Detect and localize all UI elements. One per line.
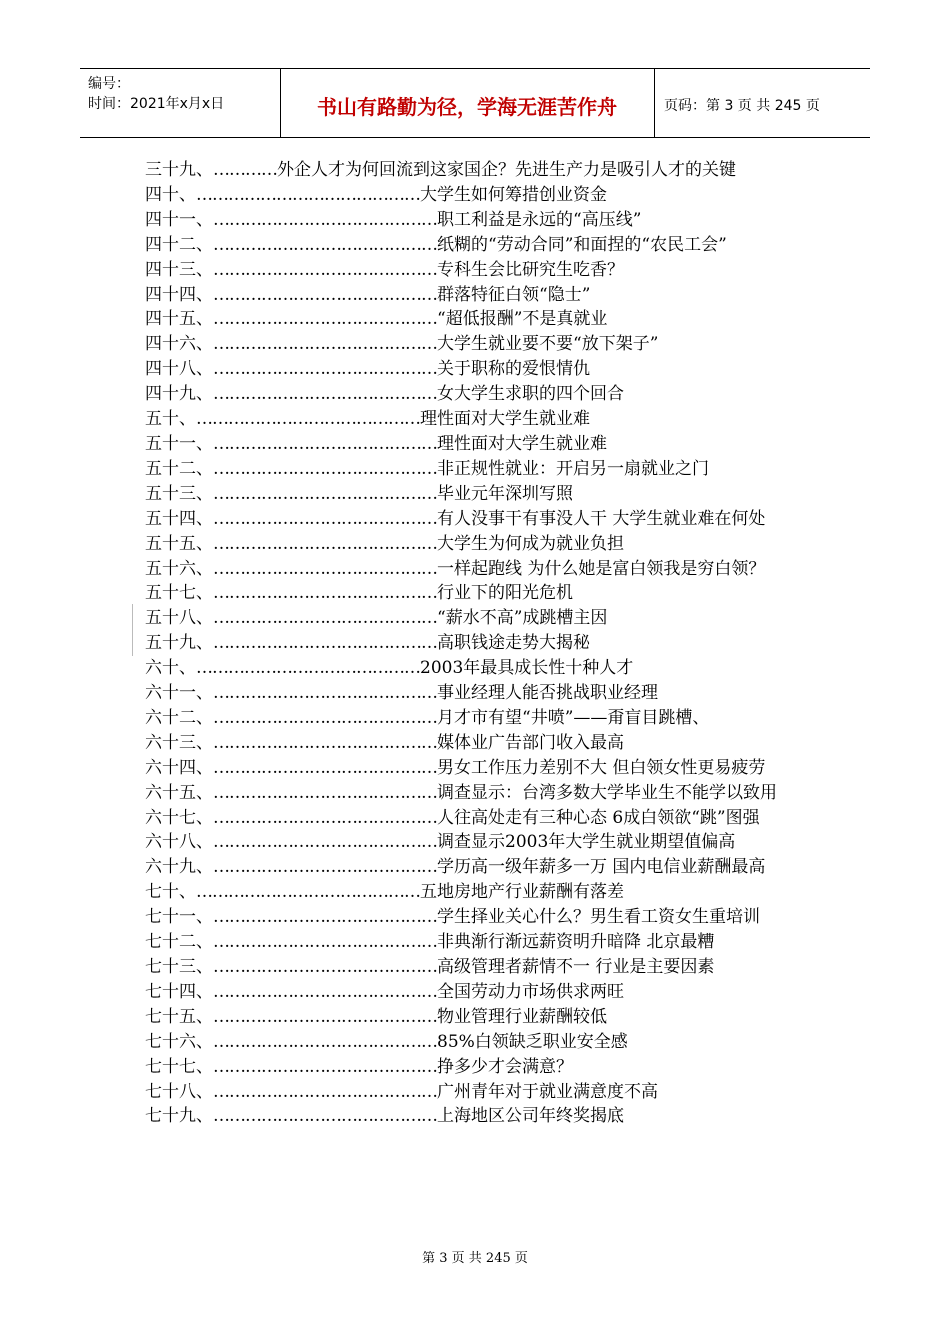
- toc-entry-number: 七十二、: [145, 932, 213, 953]
- toc-leader-dots: ……………………………………: [213, 732, 437, 753]
- toc-leader-dots: ……………………………………: [213, 433, 437, 454]
- toc-leader-dots: ……………………………………: [213, 981, 437, 1002]
- toc-entry-title: 全国劳动力市场供求两旺: [437, 981, 624, 1002]
- toc-entry[interactable]: [145, 731, 810, 756]
- toc-entry[interactable]: [145, 756, 810, 781]
- toc-entry-number: 六十一、: [145, 683, 213, 704]
- toc-entry-title: 有人没事干有事没人干 大学生就业难在何处: [437, 508, 766, 529]
- toc-entry[interactable]: [145, 332, 810, 357]
- toc-entry[interactable]: [145, 905, 810, 930]
- toc-entry-number: 四十四、: [145, 284, 213, 305]
- toc-entry[interactable]: [145, 382, 810, 407]
- toc-leader-dots: ……………………………………: [213, 1106, 437, 1127]
- toc-leader-dots: ……………………………………: [213, 757, 437, 778]
- toc-leader-dots: ……………………………………: [213, 334, 437, 355]
- toc-leader-dots: ……………………………………: [213, 359, 437, 380]
- toc-leader-dots: ……………………………………: [213, 832, 437, 853]
- toc-leader-dots: ……………………………………: [196, 882, 420, 903]
- toc-entry-number: 四十六、: [145, 334, 213, 355]
- toc-entry[interactable]: [145, 507, 810, 532]
- toc-leader-dots: ……………………………………: [213, 633, 437, 654]
- toc-entry-number: 六十三、: [145, 732, 213, 753]
- toc-leader-dots: ……………………………………: [213, 782, 437, 803]
- toc-entry[interactable]: [145, 158, 810, 183]
- toc-leader-dots: ……………………………………: [213, 209, 437, 230]
- toc-entry-number: 六十五、: [145, 782, 213, 803]
- toc-entry-number: 五十六、: [145, 558, 213, 579]
- toc-entry[interactable]: [145, 781, 810, 806]
- header-page-cell: [654, 69, 870, 137]
- toc-entry-number: 三十九、: [145, 160, 213, 180]
- toc-entry[interactable]: [145, 855, 810, 880]
- toc-entry-title: 大学生为何成为就业负担: [437, 533, 624, 554]
- toc-entry-title: 调查显示2003年大学生就业期望值偏高: [437, 832, 736, 853]
- toc-entry-title: 群落特征白领“隐士”: [437, 284, 591, 305]
- toc-entry[interactable]: [145, 930, 810, 955]
- toc-entry-title: 外企人才为何回流到这家国企？先进生产力是吸引人才的关键: [277, 160, 736, 180]
- toc-entry-number: 六十九、: [145, 857, 213, 878]
- toc-entry-number: 五十一、: [145, 433, 213, 454]
- toc-leader-dots: ……………………………………: [213, 1006, 437, 1027]
- toc-entry-title: 物业管理行业薪酬较低: [437, 1006, 607, 1027]
- toc-leader-dots: ……………………………………: [213, 384, 437, 405]
- toc-entry[interactable]: [145, 955, 810, 980]
- toc-entry[interactable]: [145, 233, 810, 258]
- toc-entry-title: 事业经理人能否挑战职业经理: [437, 683, 658, 704]
- toc-entry[interactable]: [145, 407, 810, 432]
- toc-entry-title: 广州青年对于就业满意度不高: [437, 1081, 658, 1102]
- toc-entry-title: 职工利益是永远的“高压线”: [437, 209, 642, 230]
- toc-leader-dots: ……………………………………: [196, 409, 420, 430]
- toc-entry-number: 五十八、: [145, 608, 213, 629]
- toc-entry-title: 挣多少才会满意？: [437, 1056, 573, 1077]
- toc-leader-dots: ……………………………………: [213, 957, 437, 977]
- toc-entry[interactable]: [145, 1005, 810, 1030]
- toc-entry[interactable]: [145, 606, 810, 631]
- toc-entry-title: “超低报酬”不是真就业: [437, 309, 608, 330]
- toc-entry-number: 六十八、: [145, 832, 213, 853]
- toc-entry-number: 五十五、: [145, 533, 213, 554]
- toc-entry-number: 七十九、: [145, 1106, 213, 1127]
- page-footer: 第 3 页 共 245 页: [422, 1251, 528, 1266]
- toc-leader-dots: ……………………………………: [213, 608, 437, 629]
- toc-entry-title: 大学生如何筹措创业资金: [420, 184, 607, 205]
- date-label: 时间：2021年x月x日: [88, 96, 225, 112]
- toc-entry-title: 理性面对大学生就业难: [420, 409, 590, 430]
- toc-entry[interactable]: [145, 307, 810, 332]
- toc-entry-title: “薪水不高”成跳槽主因: [437, 608, 608, 629]
- toc-leader-dots: …………: [213, 160, 277, 180]
- toc-entry[interactable]: [145, 183, 810, 208]
- toc-leader-dots: ……………………………………: [213, 458, 437, 479]
- toc-entry[interactable]: [145, 432, 810, 457]
- toc-entry-number: 四十三、: [145, 259, 213, 280]
- toc-entry[interactable]: [145, 208, 810, 233]
- toc-entry-number: 四十八、: [145, 359, 213, 380]
- toc-leader-dots: ……………………………………: [213, 932, 437, 953]
- toc-entry-number: 五十四、: [145, 508, 213, 529]
- toc-leader-dots: ……………………………………: [213, 857, 437, 878]
- toc-entry-number: 五十七、: [145, 583, 213, 604]
- toc-entry[interactable]: [145, 532, 810, 557]
- toc-entry-title: 大学生就业要不要“放下架子”: [437, 334, 659, 355]
- toc-entry[interactable]: [145, 1104, 810, 1129]
- toc-leader-dots: ……………………………………: [213, 259, 437, 280]
- toc-entry-number: 七十、: [145, 882, 196, 903]
- table-of-contents: [145, 158, 810, 1129]
- toc-leader-dots: ……………………………………: [213, 508, 437, 529]
- page-header: [80, 68, 870, 138]
- toc-entry[interactable]: [145, 357, 810, 382]
- toc-entry-number: 四十五、: [145, 309, 213, 330]
- toc-entry-title: 媒体业广告部门收入最高: [437, 732, 624, 753]
- toc-entry[interactable]: [145, 258, 810, 283]
- toc-entry-number: 六十二、: [145, 707, 213, 728]
- toc-entry[interactable]: [145, 681, 810, 706]
- code-label: 编号：: [88, 76, 130, 92]
- toc-leader-dots: ……………………………………: [213, 807, 437, 828]
- toc-entry[interactable]: [145, 880, 810, 905]
- toc-leader-dots: ……………………………………: [213, 284, 437, 305]
- toc-entry-number: 七十八、: [145, 1081, 213, 1102]
- page-info: 页码：第 3 页 共 245 页: [664, 98, 820, 114]
- toc-entry-title: 调查显示：台湾多数大学毕业生不能学以致用: [437, 782, 777, 803]
- toc-entry-title: 一样起跑线 为什么她是富白领我是穷白领？: [437, 558, 766, 579]
- toc-entry[interactable]: [145, 1055, 810, 1080]
- toc-leader-dots: ……………………………………: [213, 707, 437, 728]
- toc-leader-dots: ……………………………………: [213, 907, 437, 928]
- toc-entry-title: 专科生会比研究生吃香？: [437, 259, 624, 280]
- margin-mark: [132, 604, 133, 656]
- toc-entry-title: 关于职称的爱恨情仇: [437, 359, 590, 380]
- toc-entry-number: 六十、: [145, 658, 196, 679]
- toc-leader-dots: ……………………………………: [213, 583, 437, 604]
- toc-leader-dots: ……………………………………: [213, 1056, 437, 1077]
- toc-entry[interactable]: [145, 980, 810, 1005]
- toc-entry-title: 85%白领缺乏职业安全感: [437, 1031, 628, 1052]
- toc-entry-title: 学历高一级年薪多一万 国内电信业薪酬最高: [437, 857, 766, 878]
- toc-entry[interactable]: [145, 830, 810, 855]
- toc-entry-number: 五十二、: [145, 458, 213, 479]
- toc-entry-title: 人往高处走有三种心态 6成白领欲“跳”图强: [437, 807, 760, 828]
- toc-entry[interactable]: [145, 806, 810, 831]
- toc-entry[interactable]: [145, 631, 810, 656]
- toc-entry-number: 四十九、: [145, 384, 213, 405]
- toc-entry[interactable]: [145, 706, 810, 731]
- toc-entry[interactable]: [145, 482, 810, 507]
- toc-leader-dots: ……………………………………: [196, 184, 420, 205]
- toc-entry[interactable]: [145, 283, 810, 308]
- toc-entry[interactable]: [145, 1080, 810, 1105]
- header-motto-cell: [280, 69, 655, 137]
- toc-leader-dots: ……………………………………: [213, 483, 437, 504]
- toc-entry-number: 五十三、: [145, 483, 213, 504]
- toc-entry-title: 纸糊的“劳动合同”和面捏的“农民工会”: [437, 234, 727, 255]
- toc-leader-dots: ……………………………………: [213, 533, 437, 554]
- motto-text: 书山有路勤为径，学海无涯苦作舟: [317, 95, 617, 119]
- toc-entry-number: 四十二、: [145, 234, 213, 255]
- toc-entry-title: 毕业元年深圳写照: [437, 483, 573, 504]
- toc-entry[interactable]: [145, 1030, 810, 1055]
- toc-leader-dots: ……………………………………: [213, 1081, 437, 1102]
- toc-entry-title: 非正规性就业：开启另一扇就业之门: [437, 458, 709, 479]
- toc-leader-dots: ……………………………………: [213, 1031, 437, 1052]
- toc-entry[interactable]: [145, 656, 810, 681]
- toc-entry-number: 七十七、: [145, 1056, 213, 1077]
- toc-entry-title: 2003年最具成长性十种人才: [420, 658, 634, 679]
- toc-entry-number: 七十三、: [145, 957, 213, 977]
- toc-entry-title: 月才市有望“井喷”——甭盲目跳槽、: [437, 707, 710, 728]
- toc-entry[interactable]: [145, 457, 810, 482]
- toc-entry-title: 理性面对大学生就业难: [437, 433, 607, 454]
- toc-entry-number: 四十一、: [145, 209, 213, 230]
- toc-entry-title: 高职钱途走势大揭秘: [437, 633, 590, 654]
- toc-entry-number: 六十七、: [145, 807, 213, 828]
- toc-leader-dots: ……………………………………: [213, 234, 437, 255]
- toc-entry[interactable]: [145, 557, 810, 582]
- toc-entry-title: 女大学生求职的四个回合: [437, 384, 624, 405]
- toc-leader-dots: ……………………………………: [213, 309, 437, 330]
- toc-entry-number: 五十九、: [145, 633, 213, 654]
- toc-entry-title: 行业下的阳光危机: [437, 583, 573, 604]
- toc-entry-number: 七十一、: [145, 907, 213, 928]
- toc-entry-title: 学生择业关心什么？男生看工资女生重培训: [437, 907, 760, 928]
- toc-leader-dots: ……………………………………: [196, 658, 420, 679]
- toc-leader-dots: ……………………………………: [213, 683, 437, 704]
- toc-entry-title: 非典渐行渐远薪资明升暗降 北京最糟: [437, 932, 715, 953]
- toc-entry-title: 上海地区公司年终奖揭底: [437, 1106, 624, 1127]
- toc-entry[interactable]: [145, 581, 810, 606]
- toc-entry-number: 六十四、: [145, 757, 213, 778]
- toc-entry-number: 七十四、: [145, 981, 213, 1002]
- toc-leader-dots: ……………………………………: [213, 558, 437, 579]
- toc-entry-number: 四十、: [145, 184, 196, 205]
- toc-entry-title: 五地房地产行业薪酬有落差: [420, 882, 624, 903]
- toc-entry-number: 七十五、: [145, 1006, 213, 1027]
- header-meta-cell: [80, 69, 281, 137]
- toc-entry-title: 男女工作压力差别不大 但白领女性更易疲劳: [437, 757, 766, 778]
- toc-entry-number: 七十六、: [145, 1031, 213, 1052]
- toc-entry-title: 高级管理者薪情不一 行业是主要因素: [437, 957, 715, 977]
- toc-entry-number: 五十、: [145, 409, 196, 430]
